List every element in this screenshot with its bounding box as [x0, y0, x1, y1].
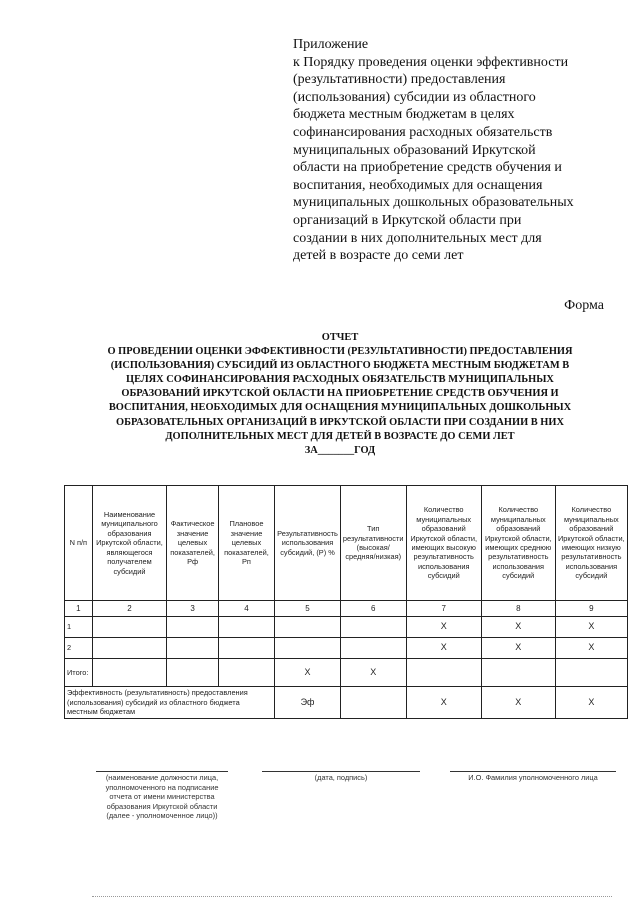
table-cell — [92, 659, 167, 687]
report-table — [64, 485, 628, 719]
table-cell — [275, 617, 341, 638]
position-caption: (наименование должности лица, уполномоченного на подписание отчета от имени министерства образования Иркутской области (далее - уполномоченное лицо)) — [105, 773, 219, 821]
table-cell: X — [555, 638, 627, 659]
header-cell: Количество муниципальных образований Иркутской области, имеющих среднюю результативность использования субсидий — [481, 486, 555, 601]
total-row — [65, 659, 628, 687]
efficiency-row — [65, 687, 628, 719]
column-number: 1 — [65, 601, 93, 617]
appendix-line: воспитания, необходимых для оснащения — [293, 177, 543, 193]
appendix-line: муниципальных дошкольных образовательных — [293, 195, 574, 211]
header-cell: Количество муниципальных образований Иркутской области, имеющих низкую результативность использования субсидий — [555, 486, 627, 601]
efficiency-label: Эффективность (результативность) предоставления (использования) субсидий из областного бюджета местным бюджетам — [65, 687, 275, 719]
header-cell: Количество муниципальных образований Иркутской области, имеющих высокую результативность использования субсидий — [406, 486, 481, 601]
appendix-block — [293, 36, 613, 265]
table-cell: X — [481, 687, 555, 719]
appendix-line: детей в возрасте до семи лет — [293, 248, 464, 264]
header-cell: Фактическое значение целевых показателей, Рф — [167, 486, 219, 601]
column-number: 9 — [555, 601, 627, 617]
table-cell: X — [555, 617, 627, 638]
name-caption: И.О. Фамилия уполномоченного лица — [468, 773, 598, 782]
table-cell — [406, 659, 481, 687]
appendix-line: области на приобретение средств обучения и — [293, 160, 562, 176]
table-cell: X — [481, 617, 555, 638]
efficiency-value-cell: Эф — [275, 687, 341, 719]
title-line: ОТЧЕТ — [321, 332, 359, 343]
header-row — [65, 486, 628, 601]
column-number: 3 — [167, 601, 219, 617]
column-number: 2 — [92, 601, 167, 617]
appendix-line: создании в них дополнительных мест для — [293, 230, 542, 246]
appendix-line: организаций в Иркутской области при — [293, 212, 522, 228]
date-sign-caption: (дата, подпись) — [314, 773, 368, 782]
table-row — [65, 617, 628, 638]
position-signature-line — [96, 771, 228, 772]
table-cell — [340, 617, 406, 638]
column-number: 6 — [340, 601, 406, 617]
table-cell — [340, 687, 406, 719]
total-type-cell: X — [340, 659, 406, 687]
appendix-line: Приложение — [293, 37, 369, 52]
title-line: ОБРАЗОВАНИЙ ИРКУТСКОЙ ОБЛАСТИ НА ПРИОБРЕТЕНИЕ СРЕДСТВ ОБУЧЕНИЯ И — [121, 388, 559, 400]
table-cell — [340, 638, 406, 659]
total-label: Итого: — [65, 659, 93, 687]
table-cell: 2 — [65, 638, 93, 659]
table-cell: X — [555, 687, 627, 719]
table-cell: X — [481, 638, 555, 659]
table-cell — [555, 659, 627, 687]
date-signature-line — [262, 771, 420, 772]
table-cell — [167, 617, 219, 638]
column-number: 8 — [481, 601, 555, 617]
table-cell: X — [406, 687, 481, 719]
table-cell: X — [406, 638, 481, 659]
title-period-line: ЗА_______ГОД — [304, 444, 376, 456]
title-line: ДОПОЛНИТЕЛЬНЫХ МЕСТ ДЛЯ ДЕТЕЙ В ВОЗРАСТЕ ДО СЕМИ ЛЕТ — [165, 430, 515, 442]
table-cell — [92, 617, 167, 638]
total-result-cell: X — [275, 659, 341, 687]
table-cell — [218, 638, 274, 659]
column-number: 5 — [275, 601, 341, 617]
column-number: 4 — [218, 601, 274, 617]
header-cell: N п/п — [65, 486, 93, 601]
appendix-line: муниципальных образований Иркутской — [293, 142, 536, 158]
appendix-line: (использования) субсидии из областного — [293, 89, 536, 105]
appendix-line: (результативности) предоставления — [293, 72, 506, 88]
appendix-line: софинансирования расходных обязательств — [293, 124, 553, 140]
appendix-line: бюджета местным бюджетам в целях — [293, 107, 515, 123]
table-row — [65, 638, 628, 659]
table-cell — [481, 659, 555, 687]
table-cell — [92, 638, 167, 659]
title-line: О ПРОВЕДЕНИИ ОЦЕНКИ ЭФФЕКТИВНОСТИ (РЕЗУЛЬТАТИВНОСТИ) ПРЕДОСТАВЛЕНИЯ — [107, 346, 573, 358]
title-line: ОБРАЗОВАТЕЛЬНЫХ ОРГАНИЗАЦИЙ В ИРКУТСКОЙ ОБЛАСТИ ПРИ СОЗДАНИИ В НИХ — [116, 416, 564, 428]
header-cell: Результативность использования субсидий, (Р) % — [275, 486, 341, 601]
table-cell — [167, 659, 219, 687]
table-cell: X — [406, 617, 481, 638]
header-cell: Тип результативности (высокая/средняя/низкая) — [340, 486, 406, 601]
name-signature-line — [450, 771, 616, 772]
header-cell: Наименование муниципального образования Иркутской области, являющегося получателем субсидий — [92, 486, 167, 601]
title-line: ЦЕЛЯХ СОФИНАНСИРОВАНИЯ РАСХОДНЫХ ОБЯЗАТЕЛЬСТВ МУНИЦИПАЛЬНЫХ — [126, 374, 554, 386]
page-edge-line — [92, 896, 612, 897]
appendix-line: к Порядку проведения оценки эффективности — [293, 54, 569, 70]
title-line: (ИСПОЛЬЗОВАНИЯ) СУБСИДИЙ ИЗ ОБЛАСТНОГО БЮДЖЕТА МЕСТНЫМ БЮДЖЕТАМ В — [110, 360, 570, 372]
report-title — [60, 331, 620, 458]
header-cell: Плановое значение целевых показателей, Рп — [218, 486, 274, 601]
title-line: ВОСПИТАНИЯ, НЕОБХОДИМЫХ ДЛЯ ОСНАЩЕНИЯ МУНИЦИПАЛЬНЫХ ДОШКОЛЬНЫХ — [108, 402, 572, 414]
table-cell — [218, 617, 274, 638]
table-cell: 1 — [65, 617, 93, 638]
column-number: 7 — [406, 601, 481, 617]
table-cell — [275, 638, 341, 659]
table-cell — [167, 638, 219, 659]
table-cell — [218, 659, 274, 687]
form-label: Форма — [564, 298, 604, 313]
column-number-row — [65, 601, 628, 617]
